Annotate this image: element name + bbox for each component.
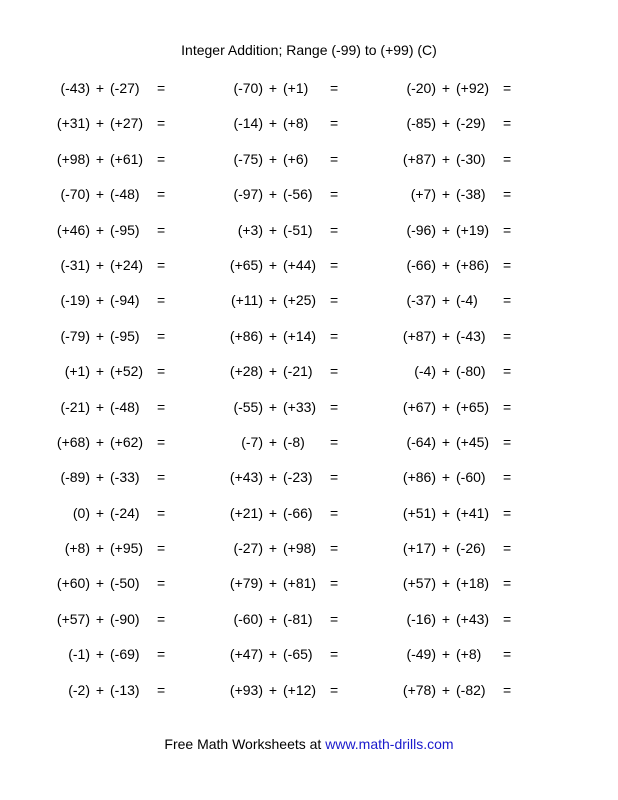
addend-2: (+6) [283,150,309,167]
addend-2: (+41) [456,504,490,521]
addend-1: (-2) [68,681,90,698]
plus-sign: + [95,363,105,380]
addend-2: (+65) [456,398,490,415]
problem [0,645,618,663]
problem [0,539,618,557]
plus-sign: + [268,186,278,203]
addend-1: (-7) [241,433,263,450]
equals-sign: = [503,681,512,698]
addend-2: (+8) [456,646,482,663]
addend-1: (-64) [406,433,436,450]
plus-sign: + [268,327,278,344]
problem [0,327,618,345]
addend-2: (+25) [283,292,317,309]
addend-1: (+1) [64,363,90,380]
equals-sign: = [330,504,339,521]
addend-2: (-90) [110,610,140,627]
plus-sign: + [441,221,451,238]
addend-1: (-96) [406,221,436,238]
plus-sign: + [268,80,278,96]
plus-sign: + [95,540,105,557]
plus-sign: + [268,540,278,557]
addend-1: (+28) [229,363,263,380]
equals-sign: = [157,327,166,344]
plus-sign: + [95,398,105,415]
equals-sign: = [157,80,166,96]
plus-sign: + [441,610,451,627]
problem [0,398,618,416]
addend-2: (+86) [456,256,490,273]
plus-sign: + [95,433,105,450]
equals-sign: = [503,115,512,132]
equals-sign: = [330,469,339,486]
plus-sign: + [95,646,105,663]
addend-2: (+95) [110,540,144,557]
addend-2: (-51) [283,221,313,238]
plus-sign: + [95,327,105,344]
addend-2: (-38) [456,186,486,203]
equals-sign: = [503,292,512,309]
plus-sign: + [95,221,105,238]
equals-sign: = [157,115,166,132]
addend-2: (-48) [110,186,140,203]
equals-sign: = [157,504,166,521]
equals-sign: = [330,221,339,238]
problem-grid [0,69,618,706]
addend-1: (+21) [229,504,263,521]
problem [0,79,618,97]
equals-sign: = [330,80,339,96]
addend-2: (-80) [456,363,486,380]
plus-sign: + [95,80,105,96]
addend-1: (+78) [402,681,436,698]
addend-2: (+14) [283,327,317,344]
equals-sign: = [157,186,166,203]
addend-1: (+86) [229,327,263,344]
addend-1: (+7) [410,186,436,203]
addend-1: (+86) [402,469,436,486]
plus-sign: + [95,150,105,167]
addend-2: (-43) [456,327,486,344]
problem-row [0,635,618,670]
plus-sign: + [268,363,278,380]
problem-row [0,211,618,246]
equals-sign: = [503,433,512,450]
plus-sign: + [95,292,105,309]
addend-2: (+33) [283,398,317,415]
addend-1: (-60) [233,610,263,627]
equals-sign: = [503,150,512,167]
addend-1: (0) [72,504,90,521]
problem-row [0,423,618,458]
addend-2: (-48) [110,398,140,415]
equals-sign: = [503,327,512,344]
problem [0,362,618,380]
addend-1: (-55) [233,398,263,415]
addend-1: (+67) [402,398,436,415]
plus-sign: + [268,575,278,592]
addend-2: (+81) [283,575,317,592]
problem-row [0,69,618,104]
plus-sign: + [95,575,105,592]
problem [0,504,618,522]
plus-sign: + [441,504,451,521]
plus-sign: + [441,80,451,96]
addend-2: (-29) [456,115,486,132]
addend-2: (-94) [110,292,140,309]
addend-2: (-81) [283,610,313,627]
equals-sign: = [157,610,166,627]
plus-sign: + [95,256,105,273]
addend-1: (-43) [60,80,90,96]
addend-2: (-50) [110,575,140,592]
addend-2: (-66) [283,504,313,521]
plus-sign: + [441,186,451,203]
problem-row [0,600,618,635]
problem-row [0,104,618,139]
addend-2: (-56) [283,186,313,203]
addend-1: (-20) [406,80,436,96]
addend-1: (-75) [233,150,263,167]
equals-sign: = [503,540,512,557]
addend-1: (-31) [60,256,90,273]
addend-2: (-27) [110,80,140,96]
addend-1: (-85) [406,115,436,132]
plus-sign: + [268,398,278,415]
plus-sign: + [268,646,278,663]
equals-sign: = [330,575,339,592]
addend-2: (-4) [456,292,478,309]
problem-row [0,671,618,706]
problem [0,433,618,451]
addend-2: (+8) [283,115,309,132]
problem-row [0,246,618,281]
plus-sign: + [268,610,278,627]
footer-link[interactable]: www.math-drills.com [325,736,454,752]
equals-sign: = [330,398,339,415]
equals-sign: = [330,292,339,309]
plus-sign: + [268,433,278,450]
addend-1: (+46) [56,221,90,238]
problem-row [0,175,618,210]
addend-2: (-60) [456,469,486,486]
plus-sign: + [95,469,105,486]
addend-2: (+43) [456,610,490,627]
plus-sign: + [441,575,451,592]
equals-sign: = [157,256,166,273]
addend-2: (+45) [456,433,490,450]
equals-sign: = [503,80,512,96]
equals-sign: = [330,327,339,344]
addend-2: (-95) [110,221,140,238]
plus-sign: + [441,256,451,273]
equals-sign: = [503,256,512,273]
problem [0,681,618,699]
equals-sign: = [157,292,166,309]
plus-sign: + [441,540,451,557]
plus-sign: + [441,469,451,486]
addend-1: (-70) [60,186,90,203]
equals-sign: = [503,646,512,663]
addend-2: (-26) [456,540,486,557]
equals-sign: = [330,186,339,203]
plus-sign: + [441,292,451,309]
equals-sign: = [503,398,512,415]
addend-2: (-65) [283,646,313,663]
plus-sign: + [441,646,451,663]
equals-sign: = [330,256,339,273]
plus-sign: + [95,115,105,132]
plus-sign: + [268,681,278,698]
addend-2: (-24) [110,504,140,521]
addend-1: (-89) [60,469,90,486]
equals-sign: = [157,681,166,698]
plus-sign: + [441,398,451,415]
equals-sign: = [503,469,512,486]
problem [0,114,618,132]
worksheet-title: Integer Addition; Range (-99) to (+99) (C) [181,42,437,58]
addend-1: (+31) [56,115,90,132]
addend-2: (-23) [283,469,313,486]
addend-1: (+93) [229,681,263,698]
plus-sign: + [95,681,105,698]
addend-1: (+87) [402,327,436,344]
addend-1: (+65) [229,256,263,273]
addend-1: (+43) [229,469,263,486]
addend-2: (-95) [110,327,140,344]
equals-sign: = [330,610,339,627]
problem [0,610,618,628]
problem-row [0,564,618,599]
plus-sign: + [268,504,278,521]
plus-sign: + [95,186,105,203]
addend-1: (+79) [229,575,263,592]
addend-1: (-37) [406,292,436,309]
problem-row [0,281,618,316]
plus-sign: + [268,115,278,132]
addend-2: (+52) [110,363,144,380]
plus-sign: + [268,292,278,309]
addend-1: (+87) [402,150,436,167]
addend-2: (+19) [456,221,490,238]
addend-1: (+98) [56,150,90,167]
addend-2: (-21) [283,363,313,380]
equals-sign: = [157,363,166,380]
problem-row [0,140,618,175]
equals-sign: = [330,150,339,167]
problem [0,291,618,309]
addend-1: (-4) [414,363,436,380]
equals-sign: = [157,150,166,167]
addend-1: (+57) [56,610,90,627]
addend-1: (-19) [60,292,90,309]
addend-1: (-97) [233,186,263,203]
addend-2: (-8) [283,433,305,450]
problem [0,150,618,168]
equals-sign: = [157,469,166,486]
addend-1: (+17) [402,540,436,557]
addend-1: (+11) [230,292,263,309]
equals-sign: = [503,575,512,592]
addend-2: (-30) [456,150,486,167]
addend-2: (-13) [110,681,140,698]
plus-sign: + [268,221,278,238]
addend-1: (+57) [402,575,436,592]
addend-1: (-79) [60,327,90,344]
addend-1: (+60) [56,575,90,592]
addend-2: (+61) [110,150,144,167]
equals-sign: = [157,433,166,450]
equals-sign: = [330,646,339,663]
addend-2: (+27) [110,115,144,132]
addend-2: (+12) [283,681,317,698]
equals-sign: = [503,186,512,203]
addend-2: (+1) [283,80,309,96]
plus-sign: + [441,327,451,344]
addend-1: (+8) [64,540,90,557]
addend-1: (-70) [233,80,263,96]
plus-sign: + [268,150,278,167]
addend-1: (-16) [406,610,436,627]
footer-text: Free Math Worksheets at [164,736,326,752]
problem [0,221,618,239]
equals-sign: = [503,363,512,380]
problem-row [0,352,618,387]
equals-sign: = [157,646,166,663]
plus-sign: + [268,469,278,486]
footer [0,736,618,752]
addend-1: (+51) [402,504,436,521]
addend-1: (-1) [68,646,90,663]
problem [0,185,618,203]
equals-sign: = [330,115,339,132]
addend-2: (-69) [110,646,140,663]
problem [0,256,618,274]
problem [0,574,618,592]
equals-sign: = [157,540,166,557]
plus-sign: + [441,115,451,132]
equals-sign: = [330,681,339,698]
problem-row [0,388,618,423]
addend-1: (+47) [229,646,263,663]
equals-sign: = [157,575,166,592]
addend-2: (+44) [283,256,317,273]
plus-sign: + [441,150,451,167]
equals-sign: = [503,504,512,521]
addend-2: (+18) [456,575,490,592]
addend-2: (-82) [456,681,486,698]
plus-sign: + [95,504,105,521]
problem-row [0,317,618,352]
addend-1: (+68) [56,433,90,450]
addend-2: (+98) [283,540,317,557]
problem [0,468,618,486]
equals-sign: = [503,610,512,627]
equals-sign: = [330,540,339,557]
equals-sign: = [157,398,166,415]
plus-sign: + [441,433,451,450]
problem-row [0,494,618,529]
problem-row [0,529,618,564]
plus-sign: + [95,610,105,627]
plus-sign: + [268,256,278,273]
equals-sign: = [503,221,512,238]
plus-sign: + [441,363,451,380]
plus-sign: + [441,681,451,698]
equals-sign: = [330,363,339,380]
equals-sign: = [157,221,166,238]
addend-1: (-66) [406,256,436,273]
addend-2: (+62) [110,433,144,450]
addend-1: (-21) [60,398,90,415]
addend-1: (-14) [233,115,263,132]
equals-sign: = [330,433,339,450]
problem-row [0,458,618,493]
addend-2: (+24) [110,256,144,273]
addend-1: (+3) [237,221,263,238]
addend-2: (-33) [110,469,140,486]
addend-1: (-27) [233,540,263,557]
addend-1: (-49) [406,646,436,663]
addend-2: (+92) [456,80,490,96]
